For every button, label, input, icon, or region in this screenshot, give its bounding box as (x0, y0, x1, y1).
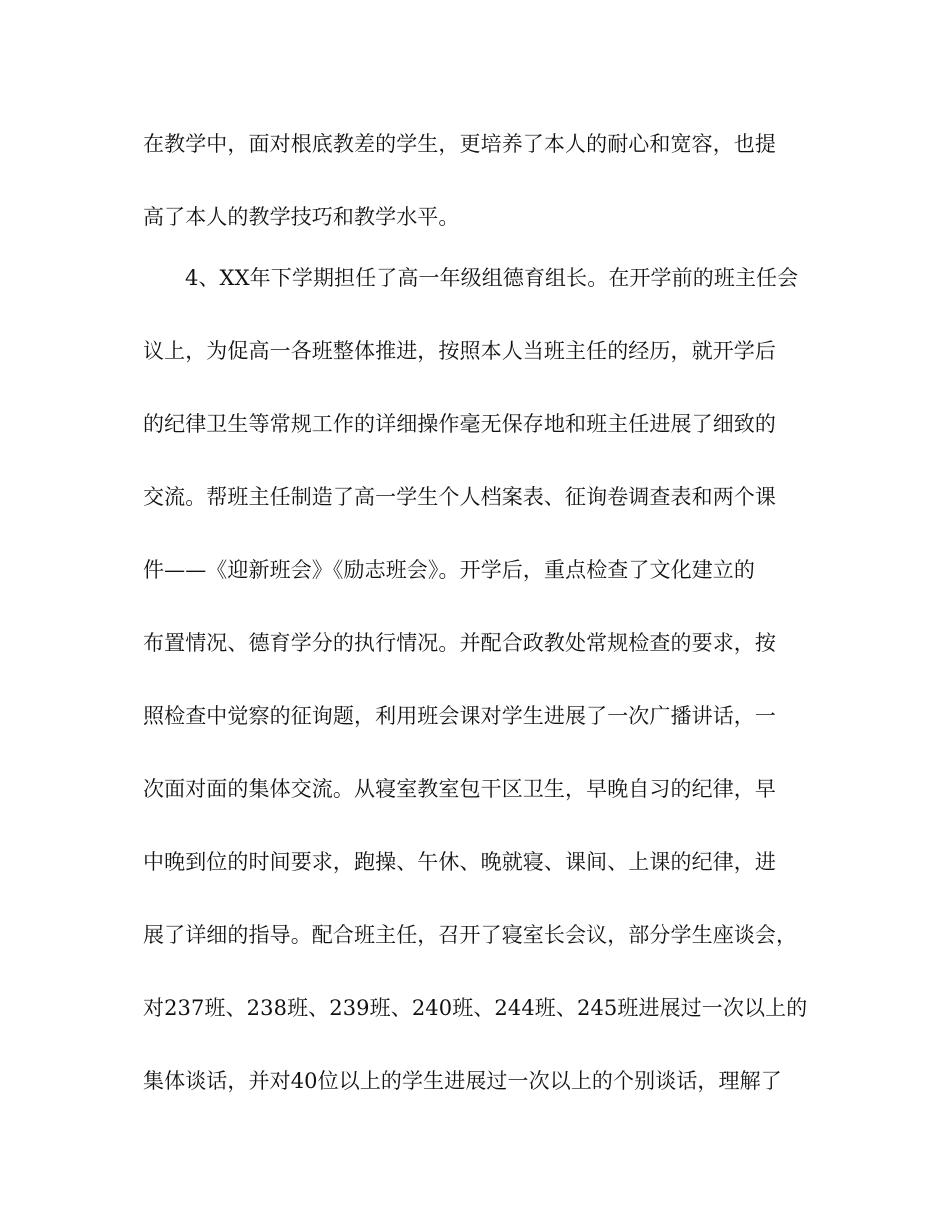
text-line-1: 在教学中，面对根底教差的学生，更培养了本人的耐心和宽容，也提 (143, 132, 776, 156)
text-line-7: 件——《迎新班会》《励志班会》。开学后，重点检查了文化建立的 (143, 558, 755, 582)
text-line-14: 集体谈话，并对40位以上的学生进展过一次以上的个别谈话，理解了 (143, 1069, 782, 1093)
text-line-5: 的纪律卫生等常规工作的详细操作毫无保存地和班主任进展了细致的 (143, 412, 776, 436)
text-line-11: 中晚到位的时间要求，跑操、午休、晚就寝、课间、上课的纪律，进 (143, 850, 776, 874)
text-line-6: 交流。帮班主任制造了高一学生个人档案表、征询卷调查表和两个课 (143, 485, 776, 509)
text-line-2: 高了本人的教学技巧和教学水平。 (143, 205, 460, 229)
text-line-3: 4、XX年下学期担任了高一年级组德育组长。在开学前的班主任会 (185, 266, 799, 290)
text-line-9: 照检查中觉察的征询题，利用班会课对学生进展了一次广播讲话，一 (143, 704, 776, 728)
text-line-8: 布置情况、德育学分的执行情况。并配合政教处常规检查的要求，按 (143, 631, 776, 655)
text-line-4: 议上，为促高一各班整体推进，按照本人当班主任的经历，就开学后 (143, 339, 776, 363)
text-line-10: 次面对面的集体交流。从寝室教室包干区卫生，早晚自习的纪律，早 (143, 777, 776, 801)
text-line-12: 展了详细的指导。配合班主任，召开了寝室长会议，部分学生座谈会， (143, 923, 798, 947)
text-line-13: 对237班、238班、239班、240班、244班、245班进展过一次以上的 (143, 996, 808, 1020)
